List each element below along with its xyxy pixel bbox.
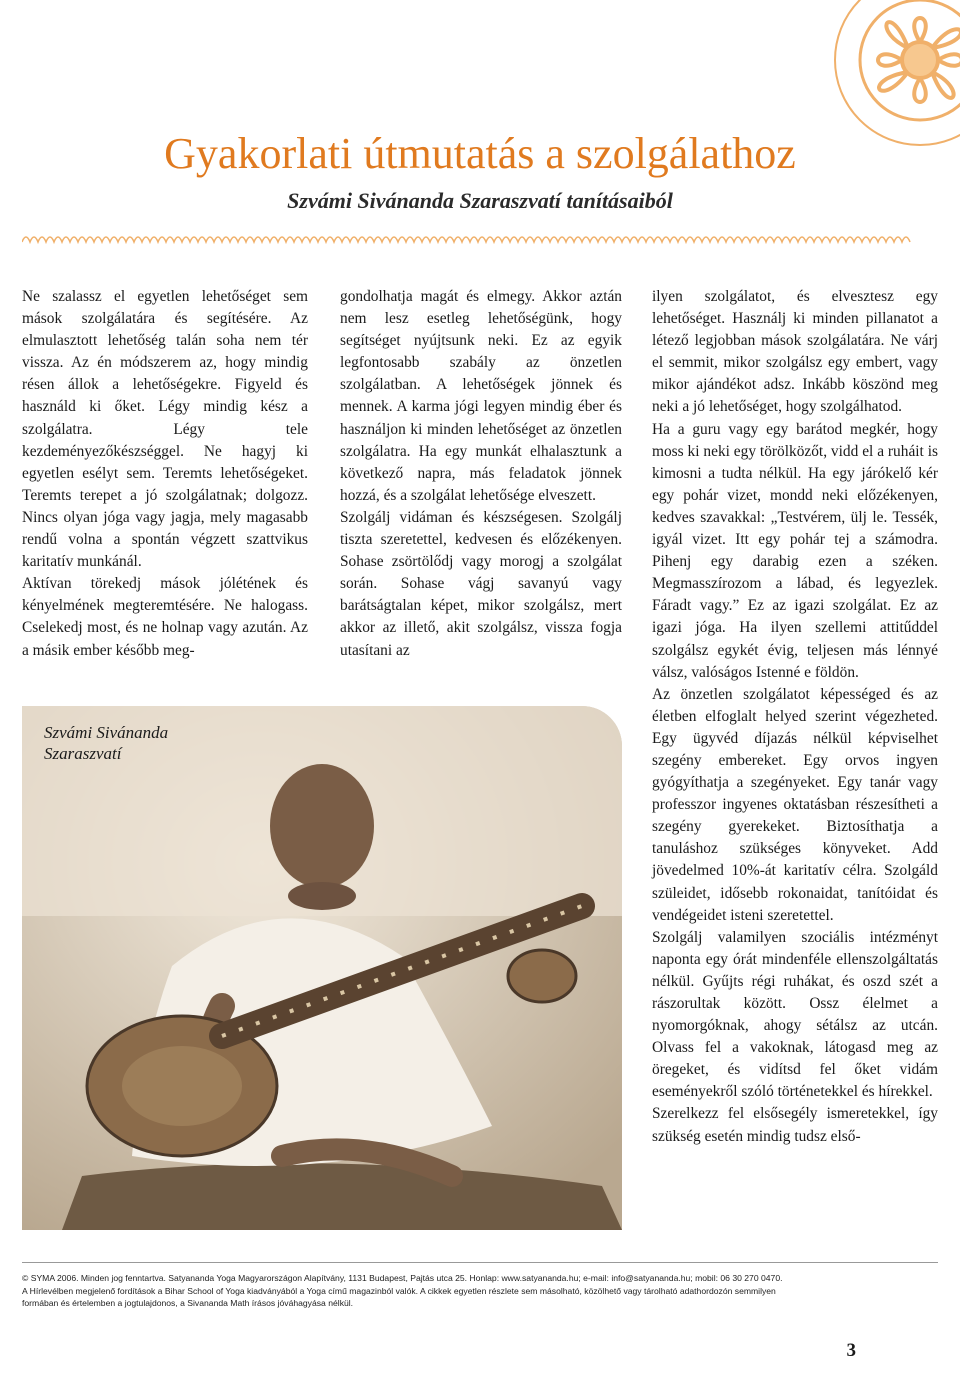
caption-line: Szaraszvatí	[44, 744, 122, 763]
footer	[22, 1272, 952, 1310]
paragraph: Az önzetlen szolgálatot képességed és az életben elfoglalt helyed szerint végezheted. Egy ügyvéd díjazás nélkül képviselhet szegény embereket. Egy orvos ingyen gyógyíthatja a szegényeket. Egy tanár vagy professzor ingyenes oktatásban részesítheti a szegény gyerekeket. Biztosíthatja a tanuláshoz szükséges könyveket. Add jövedelmed 10%-át karitatív célra. Szolgáld szüleidet, idősebb rokonaidat, tanítóidat és vendégeidet isteni szeretettel.	[652, 685, 938, 924]
paragraph: Ne szalassz el egyetlen lehetőséget sem mások szolgálatára és segítésére. Az elmulasztott lehetőség talán soha nem tér vissza. Az én módszerem az, hogy mindig résen állok a lehetőségekre. Figyeld és használd ki őket. Légy mindig kész a szolgálatra. Légy tele kezdeményezőkészséggel. Ne hagyj ki egyetlen esélyt sem. Teremts lehetőségeket. Teremts terepet a jó szolgálatnak; dolgozz. Nincs olyan jóga vagy jagja, mely magasabb rendű volna a spontán végzett szattvikus karitatív munkánál.	[22, 288, 308, 571]
photo-caption	[44, 722, 168, 764]
page-title: Gyakorlati útmutatás a szolgálathoz	[164, 129, 796, 178]
footer-copyright: © SYMA 2006. Minden jog fenntartva. Satyananda Yoga Magyarországon Alapítvány, 1131 Budapest, Pajtás utca 25. Honlap: www.satyananda.hu; e-mail: info@satyananda.hu; mobil: 06 30 270 0470.	[22, 1273, 783, 1283]
paragraph: Ha a guru vagy egy barátod megkér, hogy moss ki neki egy törölközőt, vidd el a ruháit is kimosni a tudta nélkül. Ha egy járókelő kér egy pohár vizet, mondd neki előzékenyen, kedves szavakkal: „Testvérem, ülj le. Tessék, igyál vizet. Itt egy pohár tej a számodra. Pihenj egy darabig ezen a széken. Megmasszírozom a lábad, és legyezlek. Fáradt vagy.” Ez az igazi szolgálat. Ez az igazi jóga. Ha ilyen szellemi attitűddel szolgálsz egykét évig, teljesen más lénnyé válsz, valóságos Istenné e földön.	[652, 420, 938, 681]
paragraph: Szerelkezz fel elsősegély ismeretekkel, így szükség esetén mindig tudsz első-	[652, 1105, 938, 1145]
paragraph: gondolhatja magát és elmegy. Akkor aztán nem lesz esetleg lehetőségünk, hogy segítséget nyújtsunk neki. Ez az egyik legfontosabb szabály az önzetlen szolgálatban. A lehetőségek jönnek és mennek. A karma jógi legyen mindig éber és használjon ki minden lehetőséget az önzetlen szolgálatra. Ha egy munkát elhalasztunk a következő napra, más feladatok jönnek hozzá, és a szolgálat lehetősége elveszett.	[340, 288, 622, 504]
text-column-1	[22, 286, 308, 662]
page-subtitle: Szvámi Sivánanda Szaraszvatí tanításaiból	[287, 188, 673, 213]
paragraph: Szolgálj valamilyen szociális intézményt naponta egy órát mindenféle ellenszolgáltatás nélkül. Gyűjts régi ruhákat, és oszd szét a rászorultak között. Ossz élelmet a nyomorgóknak, ahogy sétálsz az utcán. Olvass fel a vakoknak, látogasd meg az öregeket, és vidítsd fel őket vidám eseményekről szóló történetekkel és hírekkel.	[652, 928, 938, 1101]
text-column-3	[652, 286, 938, 1148]
caption-line: Szvámi Sivánanda	[44, 723, 169, 742]
portrait-photo	[22, 706, 622, 1230]
footer-notice: formában és értelemben a jogtulajdonos, a Sivananda Math írásos jóváhagyása nélkül.	[22, 1298, 354, 1309]
paragraph: Aktívan törekedj mások jólétének és kényelmének megteremtésére. Ne halogass. Cselekedj most, és ne holnap vagy azután. Az a másik ember később meg-	[22, 575, 308, 659]
decorative-border	[22, 230, 938, 246]
footer-divider	[22, 1262, 938, 1263]
page-number: 3	[846, 1340, 856, 1361]
paragraph: ilyen szolgálatot, és elvesztesz egy lehetőséget. Használj ki minden pillanatot a létező legjobban mások szolgálatára. Ne várj el semmit, mikor szolgálsz egy embert, vagy mikor ajándékot adsz. Inkább köszönd meg neki a jó lehetőséget, hogy szolgálhatod.	[652, 288, 938, 416]
paragraph: Szolgálj vidáman és készségesen. Szolgálj tiszta szeretettel, kedvesen és előzékenyen. Sohase zsörtölődj vagy morogj a szolgálat során. Sohase vágj savanyú vagy barátságtalan képet, mikor szolgálsz, mert akkor az illető, akit szolgálsz, vissza fogja utasítani az	[340, 508, 622, 659]
text-column-2	[340, 286, 622, 662]
footer-notice: A Hírlevélben megjelenő fordítások a Bihar School of Yoga kiadványából a Yoga című magazinból valók. A cikkek egyetlen részlete sem másolható, közölhető vagy tárolható adathordozón semmilyen	[22, 1285, 776, 1296]
